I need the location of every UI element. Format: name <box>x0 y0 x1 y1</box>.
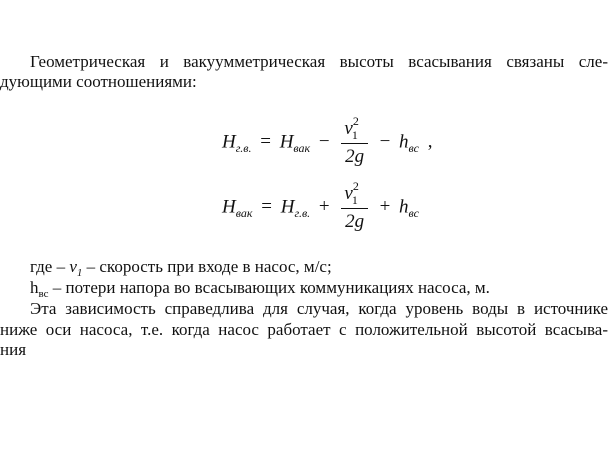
formula-1-num-symbol: v <box>344 118 353 139</box>
definition-1-symbol: v <box>69 257 77 276</box>
definition-1-symbol-sub: 1 <box>76 267 83 279</box>
paragraph-2-line-1: Эта зависимость справедлива для случая, когда уровень воды в источнике <box>30 299 608 318</box>
definition-line-2 <box>30 278 490 300</box>
formula-2 <box>222 179 419 233</box>
formula-1-fraction <box>341 114 367 168</box>
formula-1-term3-sub: вс <box>408 141 419 156</box>
formula-2-term1-symbol: H <box>280 196 295 218</box>
formula-1-equals: = <box>260 131 271 153</box>
formula-2-equals: = <box>261 196 272 218</box>
formula-1-num-sup: 2 <box>352 114 359 128</box>
formula-1-minus-1: − <box>318 131 330 153</box>
definition-line-1 <box>30 257 332 279</box>
definition-2-text: – потери напора во всасывающих коммуникациях насоса, м. <box>48 278 490 297</box>
formula-2-term1-sub: г.в. <box>294 206 311 221</box>
formula-2-plus-1: + <box>318 196 330 218</box>
formula-2-fraction-numerator <box>341 179 367 209</box>
formula-1-fraction-numerator <box>341 114 367 144</box>
formula-1-fraction-denominator: 2g <box>345 146 365 167</box>
formula-2-num-sub: 1 <box>351 193 358 207</box>
formula-2-term3-symbol: h <box>399 196 409 218</box>
paragraph-1-line-1: Геометрическая и вакуумметрическая высоты всасывания связаны сле- <box>30 52 608 71</box>
formula-2-lhs-sub: вак <box>235 206 253 221</box>
formula-1 <box>222 114 433 168</box>
paragraph-1-line-2: дующими соотношениями: <box>0 72 197 91</box>
formula-1-num-sub: 1 <box>351 128 358 142</box>
formula-2-fraction-denominator: 2g <box>345 211 365 232</box>
formula-2-lhs-symbol: H <box>222 196 236 218</box>
paragraph-2-line-2: ниже оси насоса, т.е. когда насос работает с положительной высотой всасыва- <box>0 320 608 339</box>
definition-1-text: – скорость при входе в насос, м/с; <box>82 257 332 276</box>
paragraph-2-line-3: ния <box>0 340 27 359</box>
definition-2-symbol-sub: вс <box>38 288 49 300</box>
definition-1-prefix: где – <box>30 257 70 276</box>
formula-2-num-symbol: v <box>344 183 353 204</box>
formula-1-lhs-sub: г.в. <box>235 141 252 156</box>
formula-1-term1-sub: вак <box>293 141 311 156</box>
formula-1-minus-2: − <box>379 131 391 153</box>
formula-2-fraction <box>341 179 367 233</box>
formula-1-term3-symbol: h <box>399 131 409 153</box>
formula-2-plus-2: + <box>379 196 391 218</box>
formula-2-term3-sub: вс <box>408 206 419 221</box>
formula-1-tail: , <box>427 131 433 153</box>
formula-2-num-sup: 2 <box>352 179 359 193</box>
formula-1-term1-symbol: H <box>279 131 294 153</box>
definition-2-symbol: h <box>30 278 39 297</box>
formula-1-lhs-symbol: H <box>222 131 236 153</box>
